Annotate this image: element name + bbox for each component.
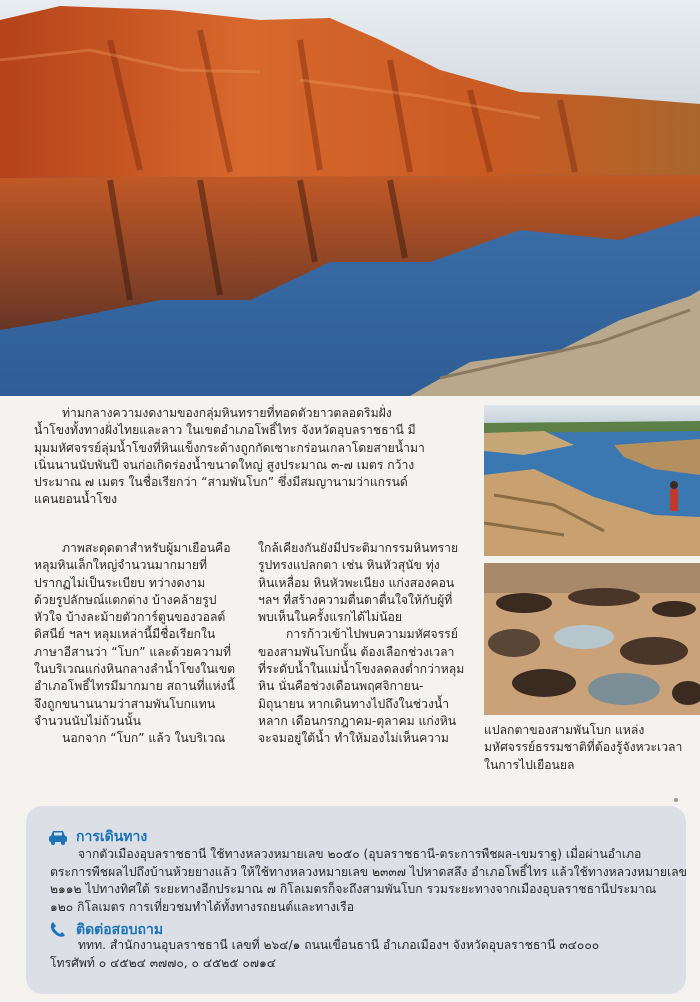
column-line: ของสามพันโบกนั้น ต้องเลือกช่วงเวลา [258,644,455,659]
contact-title: ติดต่อสอบถาม [76,922,164,938]
column-line: หลุมหินเล็กใหญ่จำนวนมากมายที่ [34,558,208,573]
hero-photo [0,0,700,396]
column-line: หินเหลื่อม หินหัวพะเนียง แก่งสองคอน [258,575,455,590]
sandstone-cliffs-photo [0,0,700,396]
decorative-dot [674,798,678,802]
caption-line: ในการไปเยือนยล [484,757,575,772]
column-line: ปรากฏไม่เป็นระเบียบ ทว่างดงาม [34,575,206,590]
caption-line: มหัศจรรย์ธรรมชาติที่ต้องรู้จังหวะเวลา [484,740,683,755]
intro-paragraph [34,405,474,509]
intro-line: แคนยอนน้ำโขง [34,492,118,507]
travel-line: ตระการพืชผลไปถึงบ้านห้วยยางแล้ว ให้ใช้ทางหลวงหมายเลข ๒๓๓๗ ไปหาดสลึง อำเภอโพธิ์ไทร แล้วใช้ทางหลวงหมายเลข [50,864,687,879]
travel-title: การเดินทาง [76,829,148,845]
intro-line: เนิ่นนานนับพันปี จนก่อเกิดร่องน้ำขนาดใหญ่ สูงประมาณ ๓-๗ เมตร กว้าง [34,457,415,472]
column-line: มิถุนายน หากเดินทางไปถึงในช่วงน้ำ [258,696,450,711]
column-line: จึงถูกขนานนามว่าสามพันโบกแทน [34,696,216,711]
river-rocks-photo [484,405,700,556]
travel-text [50,846,687,916]
column-line: พบเห็นในครั้งแรกได้ไม่น้อย [258,610,403,625]
article-column-2 [258,540,478,748]
column-line: ภาษาอีสานว่า “โบก” และด้วยความที่ [34,644,232,659]
column-line: อำเภอโพธิ์ไทรมีมากมาย สถานที่แห่งนี้ [34,679,235,694]
travel-heading [48,826,147,848]
column-line: จำนวนนับไม่ถ้วนนั้น [34,713,141,728]
travel-line: จากตัวเมืองอุบลราชธานี ใช้ทางหลวงหมายเลข ๒๐๕๐ (อุบลราชธานี-ตระการพืชผล-เขมราฐ) เมื่อผ่านอำเภอ [78,847,642,861]
contact-text [50,937,680,972]
column-line: ด้วยรูปลักษณ์แตกต่าง บ้างคล้ายรูป [34,592,217,607]
intro-line: ประมาณ ๗ เมตร ในชื่อเรียกว่า “สามพันโบก” ซึ่งมีสมญานามว่าแกรนด์ [34,475,408,490]
column-line: ใกล้เคียงกันยังมีประติมากรรมหินทราย [258,541,459,555]
column-line: ที่ระดับน้ำในแม่น้ำโขงลดลงต่ำกว่าหลุม [258,662,465,677]
rock-potholes-photo [484,563,700,715]
intro-line: ท่ามกลางความงดงามของกลุ่มหินทรายที่ทอดตัวยาวตลอดริมฝั่ง [62,406,392,420]
info-panel [26,806,686,994]
column-line: ฯลฯ ที่สร้างความตื่นตาตื่นใจให้กับผู้ที่ [258,592,453,607]
travel-line: ๑๒๐ กิโลเมตร การเที่ยวชมทำได้ทั้งทางรถยนต์และทางเรือ [50,899,355,914]
column-line: รูปทรงแปลกตา เช่น หินหัวสุนัข ทุ่ง [258,558,440,573]
intro-line: น้ำโขงทั้งทางฝั่งไทยและลาว ในเขตอำเภอโพธิ์ไทร จังหวัดอุบลราชธานี มี [34,423,416,438]
intro-line: มุมมหัศจรรย์ลุ่มน้ำโขงที่หินแข็งกระด้างถูกกัดเซาะกร่อนเกลาโดยสายน้ำมา [34,440,425,455]
car-icon [48,828,68,846]
column-line: นอกจาก “โบก” แล้ว ในบริเวณ [62,731,226,746]
photo-caption [484,722,694,774]
column-line: ในบริเวณแก่งหินกลางลำน้ำโขงในเขต [34,662,236,677]
contact-line: ททท. สำนักงานอุบลราชธานี เลขที่ ๒๖๔/๑ ถนนเขื่อนธานี อำเภอเมืองฯ จังหวัดอุบลราชธานี ๓๔๐๐๐ [78,938,600,952]
caption-line: แปลกตาของสามพันโบก แหล่ง [484,723,645,737]
column-line: จะจมอยู่ใต้น้ำ ทำให้มองไม่เห็นความ [258,731,449,746]
column-line: การก้าวเข้าไปพบความมหัศจรรย์ [286,627,458,642]
travel-line: ๒๑๑๒ ไปทางทิศใต้ ระยะทางอีกประมาณ ๗ กิโลเมตรก็จะถึงสามพันโบก รวมระยะทางจากเมืองอุบลราชธานีประมาณ [50,882,657,897]
contact-line: โทรศัพท์ ๐ ๔๕๒๔ ๓๗๗๐, ๐ ๔๕๒๕ ๐๗๑๔ [50,955,276,970]
article-column-1 [34,540,254,748]
column-line: ดิสนีย์ ฯลฯ หลุมเหล่านี้มีชื่อเรียกใน [34,627,216,642]
column-line: หลาก เดือนกรกฎาคม-ตุลาคม แก่งหิน [258,713,457,728]
column-line: หัวใจ บ้างละม้ายตัวการ์ตูนของวอลต์ [34,610,226,625]
column-line: ภาพสะดุดตาสำหรับผู้มาเยือนคือ [62,541,231,555]
column-line: หิน นั่นคือช่วงเดือนพฤศจิกายน- [258,679,424,694]
